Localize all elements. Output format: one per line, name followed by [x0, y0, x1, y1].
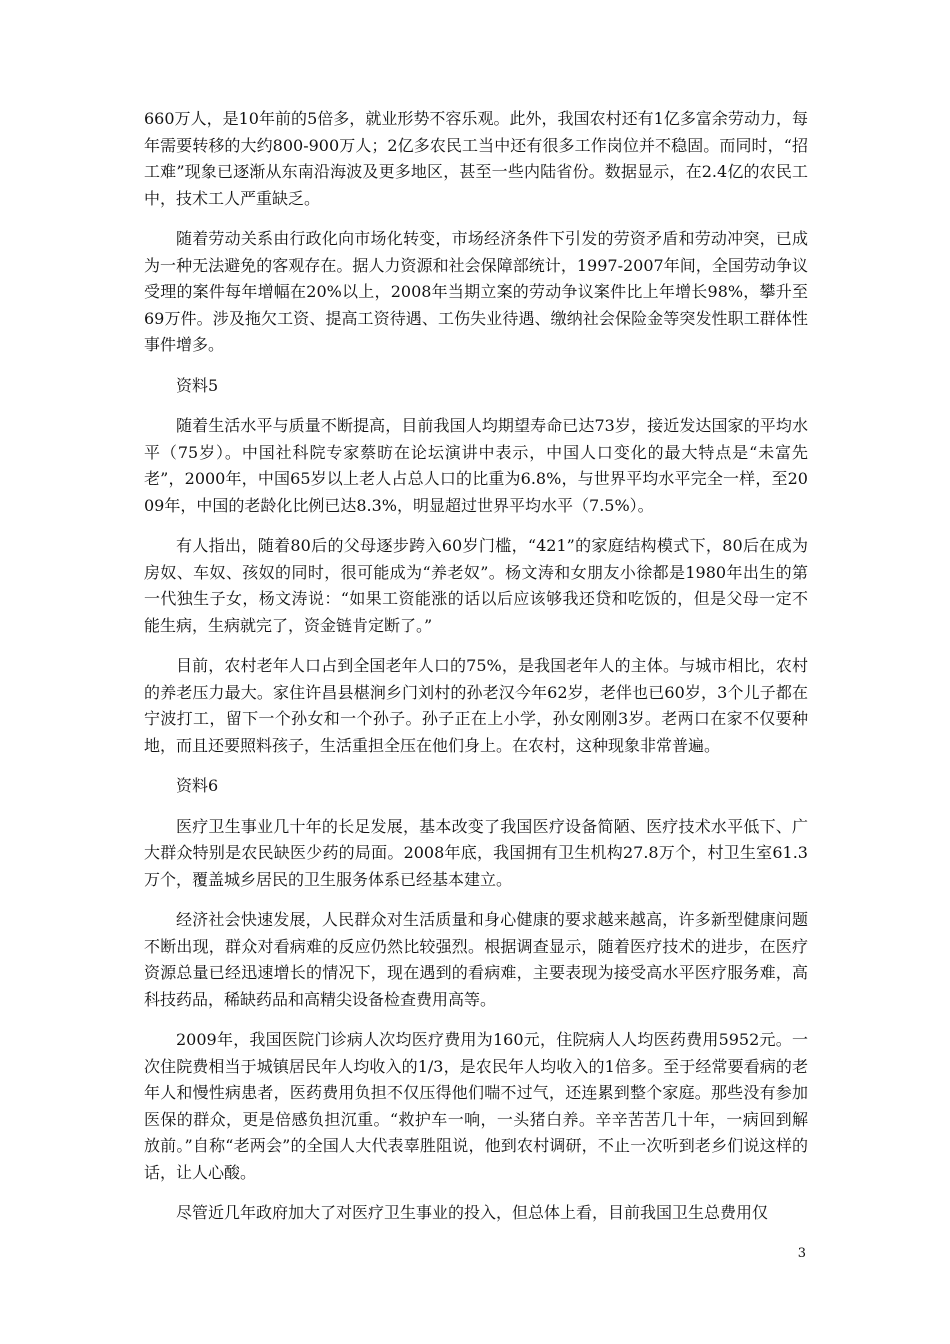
paragraph-aging-population: 随着生活水平与质量不断提高，目前我国人均期望寿命已达73岁，接近发达国家的平均水平（75岁）。中国社科院专家蔡昉在论坛演讲中表示，中国人口变化的最大特点是“未富先老”，2000年，中国65岁以上老人占总人口的比重为6.8%，与世界平均水平完全一样，至2009年，中国的老龄化比例已达8.3%，明显超过世界平均水平（7.5%）。 [144, 416, 808, 515]
page-number: 3 [797, 1246, 806, 1261]
paragraph-labor-disputes: 随着劳动关系由行政化向市场化转变，市场经济条件下引发的劳资矛盾和劳动冲突，已成为一种无法避免的客观存在。据人力资源和社会保障部统计，1997-2007年间，全国劳动争议受理的案件每年增幅在20%以上，2008年当期立案的劳动争议案件比上年增长98%，攀升至69万件。涉及拖欠工资、提高工资待遇、工伤失业待遇、缴纳社会保险金等突发性职工群体性事件增多。 [144, 229, 808, 354]
paragraph-post80s-burden: 有人指出，随着80后的父母逐步跨入60岁门槛，“421”的家庭结构模式下，80后在成为房奴、车奴、孩奴的同时，很可能成为“养老奴”。杨文涛和女朋友小徐都是1980年出生的第一代独生子女，杨文涛说：“如果工资能涨的话以后应该够我还贷和吃饭的，但是父母一定不能生病，生病就完了，资金链肯定断了。” [144, 536, 808, 635]
paragraph-rural-elderly: 目前，农村老年人口占到全国老年人口的75%，是我国老年人的主体。与城市相比，农村的养老压力最大。家住许昌县椹涧乡门刘村的孙老汉今年62岁，老伴也已60岁，3个儿子都在宁波打工，留下一个孙女和一个孙子。孙子正在上小学，孙女刚刚3岁。老两口在家不仅要种地，而且还要照料孩子，生活重担全压在他们身上。在农村，这种现象非常普遍。 [144, 656, 808, 755]
paragraph-employment: 660万人，是10年前的5倍多，就业形势不容乐观。此外，我国农村还有1亿多富余劳动力，每年需要转移的大约800-900万人；2亿多农民工当中还有很多工作岗位并不稳固。而同时，“招工难”现象已逐渐从东南沿海波及更多地区，甚至一些内陆省份。数据显示，在2.4亿的农民工中，技术工人严重缺乏。 [144, 109, 808, 208]
paragraph-health-investment: 尽管近几年政府加大了对医疗卫生事业的投入，但总体上看，目前我国卫生总费用仅 [176, 1203, 769, 1222]
paragraph-healthcare-access: 经济社会快速发展，人民群众对生活质量和身心健康的要求越来越高，许多新型健康问题不断出现，群众对看病难的反应仍然比较强烈。根据调查显示，随着医疗技术的进步，在医疗资源总量已经迅速增长的情况下，现在遇到的看病难，主要表现为接受高水平医疗服务难，高科技药品，稀缺药品和高精尖设备检查费用高等。 [144, 910, 808, 1009]
page-body [144, 106, 808, 1241]
paragraph-healthcare-development: 医疗卫生事业几十年的长足发展，基本改变了我国医疗设备简陋、医疗技术水平低下、广大群众特别是农民缺医少药的局面。2008年底，我国拥有卫生机构27.8万个，村卫生室61.3万个，覆盖城乡居民的卫生服务体系已经基本建立。 [144, 816, 808, 889]
section-heading-material-5: 资料5 [176, 375, 219, 395]
section-heading-material-6: 资料6 [176, 776, 219, 795]
paragraph-medical-costs: 2009年，我国医院门诊病人次均医疗费用为160元，住院病人人均医药费用5952元。一次住院费相当于城镇居民年人均收入的1/3，是农民年人均收入的1倍多。至于经常要看病的老年人和慢性病患者，医药费用负担不仅压得他们喘不过气，还连累到整个家庭。那些没有参加医保的群众，更是倍感负担沉重。“救护车一响，一头猪白养。辛辛苦苦几十年，一病回到解放前。”自称“老两会”的全国人大代表辜胜阻说，他到农村调研，不止一次听到老乡们说这样的话，让人心酸。 [144, 1030, 808, 1182]
